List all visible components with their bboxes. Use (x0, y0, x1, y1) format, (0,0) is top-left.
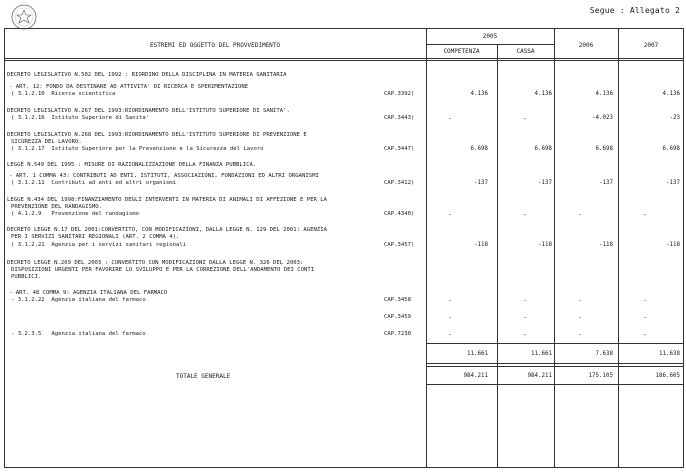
row7c-cassa: - (523, 331, 527, 338)
row5-title-1: LEGGE N.434 DEL 1998:FINANZIAMENTO DEGLI INTERVENTI IN MATERIA DI ANIMALI DI AFFEZIONE E PER LA (7, 197, 327, 203)
row7b-2007: - (643, 314, 647, 321)
row2-competenza: - (448, 115, 452, 122)
header-bottom-line-2 (4, 60, 684, 61)
row1-article: - ART. 12: FONDO DA DESTINARE AD ATTIVITA' DI RICERCA E SPERIMENTAZIONE (9, 84, 249, 90)
row3-title-1: DECRETO LEGISLATIVO N.268 DEL 1993:RIORDINAMENTO DELL'ISTITUTO SUPERIORE DI PREVENZIONE E (7, 132, 307, 138)
row6-2006: -118 (599, 242, 613, 248)
row7-cap-a: CAP.3458 (384, 297, 411, 303)
row7c-2007: - (643, 331, 647, 338)
row6-2007: -118 (666, 242, 680, 248)
row4-cassa: -137 (538, 180, 552, 186)
row7-title-3: PUBBLICI. (11, 274, 42, 280)
segue-allegato-label: Segue : Allegato 2 (589, 6, 680, 15)
row3-cap: CAP.3447) (384, 146, 415, 152)
row1-cap: CAP.3392) (384, 91, 415, 97)
row6-title-1: DECRETO LEGGE N.17 DEL 2001:CONVERTITO, CON MODIFICAZIONI, DALLA LEGGE N. 129 DEL 2001: AGENZIA (7, 227, 327, 233)
row7a-competenza: - (448, 297, 452, 304)
row4-item: ( 3.1.2.11 Contributi ad enti ed altri organismi (11, 180, 177, 186)
row6-cap: CAP.3457) (384, 242, 415, 248)
row4-competenza: -137 (474, 180, 488, 186)
header-cassa: CASSA (516, 48, 535, 55)
row7-item-a: - 3.1.2.22 Agenzia italiana del farmaco (11, 297, 146, 303)
subtotal-cassa: 11.661 (531, 351, 552, 357)
row2-cassa: - (523, 115, 527, 122)
subtotal-bottom-line (426, 363, 684, 364)
row1-cassa: 4.136 (534, 91, 552, 97)
row1-title: DECRETO LEGISLATIVO N.502 DEL 1992 : RIORDINO DELLA DISCIPLINA IN MATERIA SANITARIA (7, 72, 287, 78)
row7-article: - ART. 48 COMMA 9: AGENZIA ITALIANA DEL FARMACO (9, 290, 168, 296)
row5-2007: - (643, 211, 647, 218)
row1-competenza: 4.136 (470, 91, 488, 97)
row6-cassa: -118 (538, 242, 552, 248)
subtotal-2006: 7.638 (595, 351, 613, 357)
total-label: TOTALE GENERALE (176, 373, 231, 380)
total-competenza: 984.211 (463, 373, 488, 379)
row7-item-c: - 3.2.3.5 Agenzia italiana del farmaco (11, 331, 146, 337)
row1-2007: 4.136 (662, 91, 680, 97)
row7b-cassa: - (523, 314, 527, 321)
header-split-line (426, 44, 554, 45)
header-year-2007: 2007 (643, 42, 659, 49)
row7b-2006: - (578, 314, 582, 321)
row3-title-2: SICUREZZA DEL LAVORO. (11, 139, 82, 145)
row5-item: ( 4.1.2.9 Prevenzione del randagismo (11, 211, 139, 217)
col-divider-2 (497, 44, 498, 468)
row5-cap: CAP.4340) (384, 211, 415, 217)
subtotal-competenza: 11.661 (467, 351, 488, 357)
row3-cassa: 6.698 (534, 146, 552, 152)
row5-title-2: PREVENZIONE DEL RANDAGISMO. (11, 204, 102, 210)
row6-item: ( 3.1.2.21 Agenzia per i servizi sanitari regionali (11, 242, 187, 248)
row7-cap-b: CAP.3459 (384, 314, 411, 320)
row4-2007: -137 (666, 180, 680, 186)
header-competenza: COMPETENZA (443, 48, 480, 55)
total-bottom-line (426, 384, 684, 385)
header-year-2005: 2005 (482, 33, 498, 40)
row4-title: LEGGE N.549 DEL 1995 : MISURE DI RAZIONALIZZAZIONE DELLA FINANZA PUBBLICA. (7, 162, 257, 168)
row3-item: ( 3.1.2.17 Istituto Superiore per la Prevenzione e la Sicurezza del Lavoro (11, 146, 264, 152)
row2-cap: CAP.3443) (384, 115, 415, 121)
row5-2006: - (578, 211, 582, 218)
row7c-competenza: - (448, 331, 452, 338)
total-2007: 186.605 (655, 373, 680, 379)
row7-title-2: DISPOSIZIONI URGENTI PER FAVORIRE LO SVILUPPO E PER LA CORREZIONE DELL'ANDAMENTO DEI CONTI (11, 267, 315, 273)
header-year-2006: 2006 (578, 42, 594, 49)
row5-cassa: - (523, 211, 527, 218)
row7c-2006: - (578, 331, 582, 338)
total-top-line (426, 366, 684, 367)
row6-title-2: PER I SERVIZI SANITARI REGIONALI (ART. 2 COMMA 4). (11, 234, 180, 240)
row5-competenza: - (448, 211, 452, 218)
header-bottom-line (4, 58, 684, 59)
total-2006: 175.105 (588, 373, 613, 379)
subtotal-top-line (426, 343, 684, 344)
row2-title: DECRETO LEGISLATIVO N.267 DEL 1993:RIORDINAMENTO DELL'ISTITUTO SUPERIORE DI SANITA'. (7, 108, 290, 114)
row7b-competenza: - (448, 314, 452, 321)
row7-title-1: DECRETO LEGGE N.269 DEL 2003 : CONVERTITO CON MODIFICAZIONI DALLA LEGGE N. 326 DEL 2003: (7, 260, 304, 266)
row7a-2007: - (643, 297, 647, 304)
row1-2006: 4.136 (595, 91, 613, 97)
subtotal-2007: 11.638 (659, 351, 680, 357)
row3-2006: 6.698 (595, 146, 613, 152)
row7-cap-c: CAP.7230 (384, 331, 411, 337)
row2-item: ( 3.1.2.16 Istituto Superiore di Sanita' (11, 115, 150, 121)
row6-competenza: -118 (474, 242, 488, 248)
col-divider-1 (426, 28, 427, 468)
row4-2006: -137 (599, 180, 613, 186)
row4-cap: CAP.3412) (384, 180, 415, 186)
row2-2006: -4.023 (592, 115, 613, 121)
row1-item: ( 3.1.2.10 Ricerca scientifica (11, 91, 116, 97)
header-col-title: ESTREMI ED OGGETTO DEL PROVVEDIMENTO (149, 42, 281, 49)
row3-competenza: 6.698 (470, 146, 488, 152)
row4-article: - ART. 1 COMMA 43: CONTRIBUTI AD ENTI, ISTITUTI, ASSOCIAZIONI, FONDAZIONI ED ALTRI ORGANISMI (9, 173, 319, 179)
row3-2007: 6.698 (662, 146, 680, 152)
total-cassa: 984.211 (527, 373, 552, 379)
row7a-cassa: - (523, 297, 527, 304)
row7a-2006: - (578, 297, 582, 304)
row2-2007: -23 (669, 115, 680, 121)
